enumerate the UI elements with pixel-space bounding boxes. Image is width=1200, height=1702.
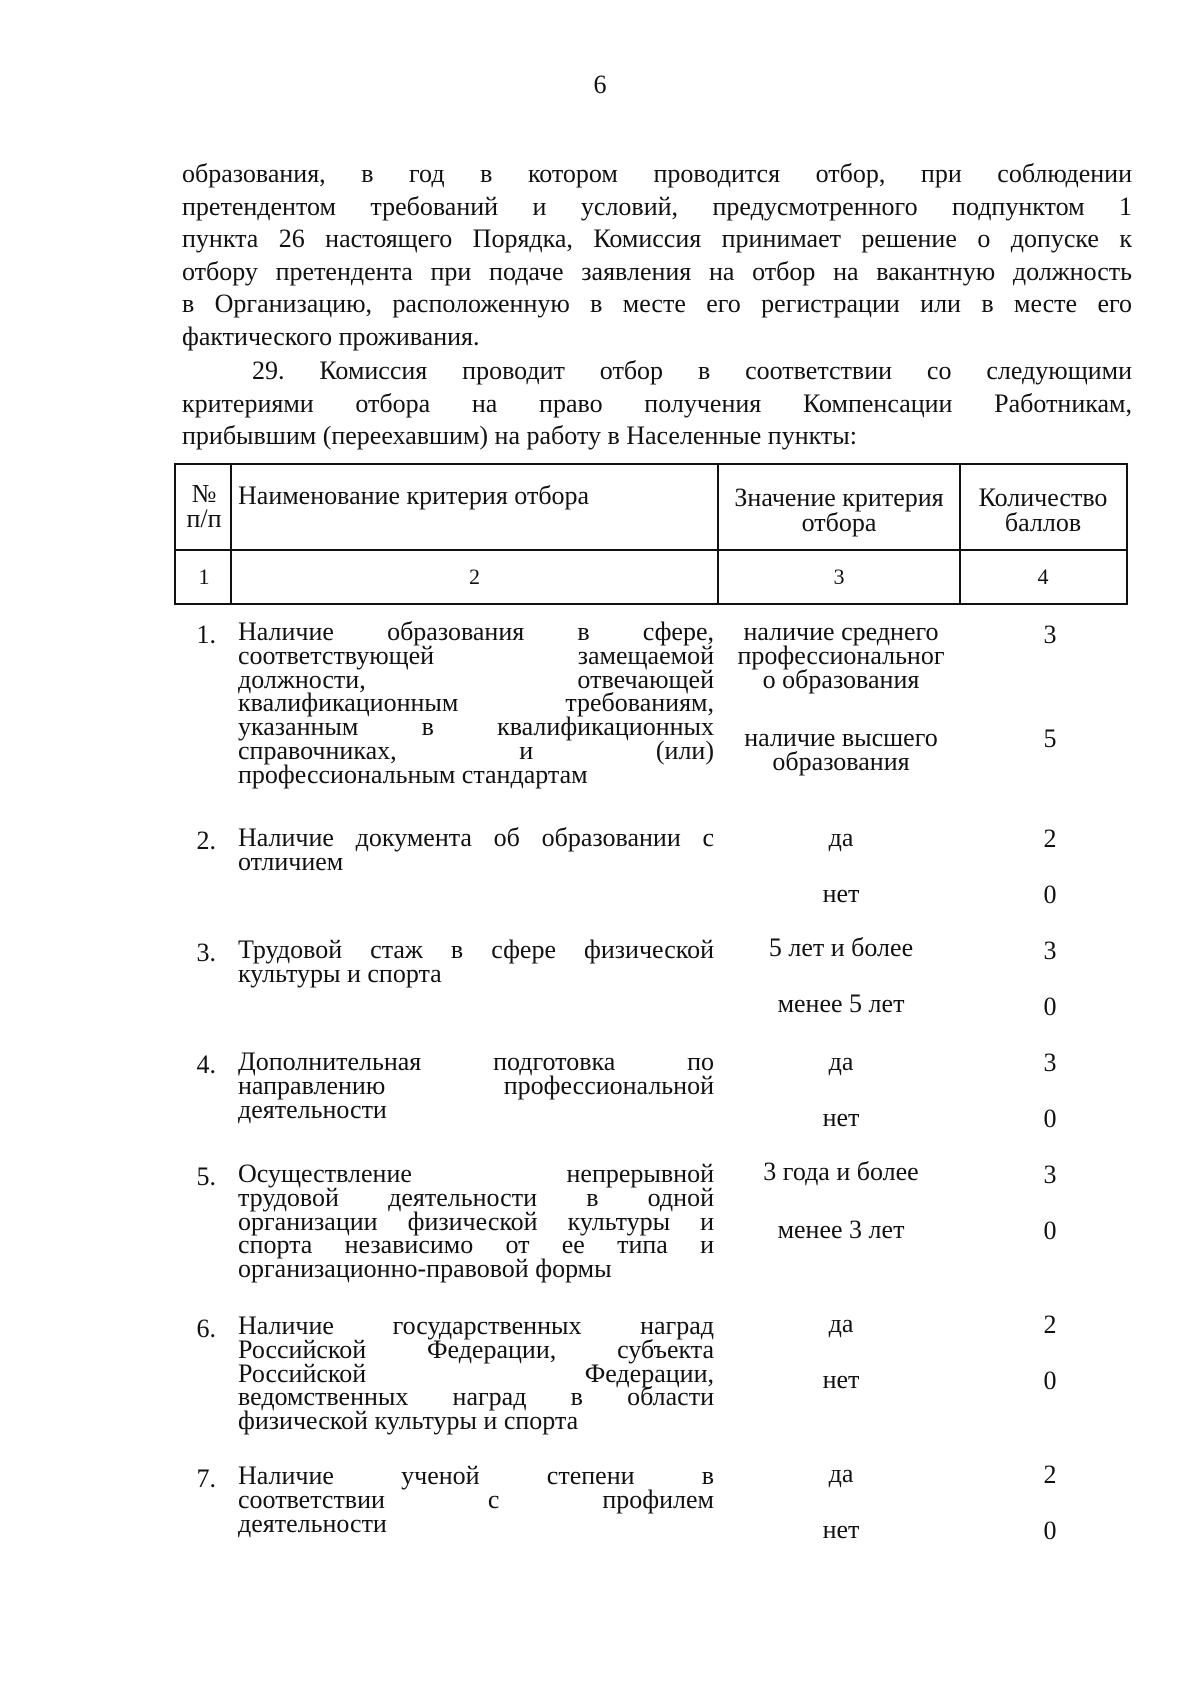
criterion-line: профессиональным стандартам xyxy=(238,759,588,789)
header-value-line: Значение критерия xyxy=(734,483,944,512)
criterion-line: Российской Федерации, субъекта xyxy=(238,1334,714,1364)
row-number: 5. xyxy=(196,1162,216,1191)
points: 3 xyxy=(1043,1048,1057,1077)
criterion-line: Российской Федерации, xyxy=(238,1358,714,1388)
header-num xyxy=(178,481,230,531)
row-number: 6. xyxy=(196,1314,216,1343)
criterion-name xyxy=(238,935,714,988)
criterion-line: деятельности xyxy=(238,1508,387,1538)
criterion-value: да xyxy=(828,823,854,852)
criterion-line: отличием xyxy=(238,846,344,876)
text-line: 29. Комиссия проводит отбор в соответствии со следующими xyxy=(252,356,1132,385)
criterion-line: организационно-правовой формы xyxy=(238,1254,612,1284)
header-num-line: п/п xyxy=(186,504,222,533)
header-criterion-value xyxy=(719,485,959,535)
criterion-line: трудовой деятельности в одной xyxy=(238,1182,714,1212)
text-line: отбору претендента при подаче заявления на отбор на вакантную должность xyxy=(182,256,1132,286)
points: 3 xyxy=(1043,1160,1057,1189)
column-number: 1 xyxy=(198,564,210,589)
criterion-line: организации физической культуры и xyxy=(238,1206,714,1236)
points: 2 xyxy=(1043,1460,1057,1489)
header-criterion-name: Наименование критерия отбора xyxy=(238,481,590,510)
criterion-line: Наличие государственных наград xyxy=(238,1311,714,1340)
row-number: 3. xyxy=(196,938,216,967)
points: 0 xyxy=(1043,1366,1057,1395)
criterion-line: физической культуры и спорта xyxy=(238,1406,579,1436)
column-number: 2 xyxy=(469,564,480,589)
criterion-value: да xyxy=(828,1459,854,1488)
criterion-value: нет xyxy=(822,1103,860,1132)
criterion-value: менее 5 лет xyxy=(777,989,905,1018)
points: 0 xyxy=(1043,1516,1057,1545)
criterion-name xyxy=(238,823,714,876)
points: 0 xyxy=(1043,992,1057,1021)
criterion-line: квалификационным требованиям, xyxy=(238,688,714,718)
criterion-line: соответствии с профилем xyxy=(238,1484,714,1514)
criterion-name xyxy=(238,1159,714,1284)
criterion-line: Трудовой стаж в сфере физической xyxy=(238,935,714,964)
text-line: претендентом требований и условий, предусмотренного подпунктом 1 xyxy=(182,191,1132,221)
points: 2 xyxy=(1043,824,1057,853)
criterion-line: Наличие образования в сфере, xyxy=(238,617,714,646)
criterion-line: Осуществление непрерывной xyxy=(238,1159,714,1188)
paragraph-continuation xyxy=(182,158,1132,354)
row-number: 1. xyxy=(196,620,216,649)
criterion-value: 3 года и более xyxy=(763,1157,919,1186)
criterion-value: нет xyxy=(822,1515,860,1544)
points: 2 xyxy=(1043,1310,1057,1339)
criterion-line: должности, отвечающей xyxy=(238,664,714,694)
criterion-line: ведомственных наград в области xyxy=(238,1382,714,1412)
criterion-value: 5 лет и более xyxy=(768,933,914,962)
text-line: образования, в год в котором проводится отбор, при соблюдении xyxy=(182,159,1132,188)
points: 0 xyxy=(1043,1104,1057,1133)
criterion-line: спорта независимо от ее типа и xyxy=(238,1230,714,1260)
value-line: образования xyxy=(772,747,910,776)
criterion-line: Наличие документа об образовании с xyxy=(238,823,714,852)
value-line: профессиональног xyxy=(737,641,945,670)
criterion-line: соответствующей замещаемой xyxy=(238,640,714,670)
criterion-value: нет xyxy=(822,1365,860,1394)
criterion-line: указанным в квалификационных xyxy=(238,712,714,742)
criterion-name xyxy=(238,617,714,789)
text-line: прибывшим (переехавшим) на работу в Населенные пункты: xyxy=(182,421,857,451)
row-number: 7. xyxy=(196,1464,216,1493)
header-divider xyxy=(176,549,1126,551)
column-number: 3 xyxy=(833,564,845,589)
criterion-value: менее 3 лет xyxy=(777,1215,905,1244)
column-number: 4 xyxy=(1037,564,1049,589)
criterion-name xyxy=(238,1461,714,1538)
criterion-value: да xyxy=(828,1309,854,1338)
criterion-value xyxy=(718,723,964,776)
header-points-line: Количество xyxy=(978,483,1108,512)
criterion-line: культуры и спорта xyxy=(238,958,442,988)
criterion-line: справочниках, и (или) xyxy=(238,735,714,765)
header-points-line: баллов xyxy=(1004,508,1082,537)
criteria-table-header xyxy=(174,463,1128,605)
points: 3 xyxy=(1043,936,1057,965)
value-line: наличие высшего xyxy=(744,723,938,752)
text-line: фактического проживания. xyxy=(182,321,480,351)
criterion-name xyxy=(238,1311,714,1436)
page-number: 6 xyxy=(593,70,607,99)
criterion-value: нет xyxy=(822,879,860,908)
header-num-line: № xyxy=(191,479,217,508)
criterion-name xyxy=(238,1047,714,1124)
row-number: 2. xyxy=(196,826,216,855)
criterion-line: направлению профессиональной xyxy=(238,1070,714,1100)
text-line: пункта 26 настоящего Порядка, Комиссия принимает решение о допуске к xyxy=(182,224,1132,254)
criterion-line: Дополнительная подготовка по xyxy=(238,1047,714,1076)
points: 3 xyxy=(1043,620,1057,649)
value-line: о образования xyxy=(762,665,920,694)
header-points xyxy=(961,485,1125,535)
paragraph-item-29 xyxy=(182,355,1132,453)
text-line: критериями отбора на право получения Компенсации Работникам, xyxy=(182,388,1132,418)
header-value-line: отбора xyxy=(801,508,877,537)
text-line: в Организацию, расположенную в месте его регистрации или в месте его xyxy=(182,289,1132,319)
criterion-line: деятельности xyxy=(238,1094,387,1124)
row-number: 4. xyxy=(196,1050,216,1079)
points: 5 xyxy=(1043,724,1057,753)
points: 0 xyxy=(1043,880,1057,909)
criterion-line: Наличие ученой степени в xyxy=(238,1461,714,1490)
criterion-value xyxy=(718,617,964,694)
points: 0 xyxy=(1043,1216,1057,1245)
criterion-value: да xyxy=(828,1047,854,1076)
value-line: наличие среднего xyxy=(743,617,939,646)
